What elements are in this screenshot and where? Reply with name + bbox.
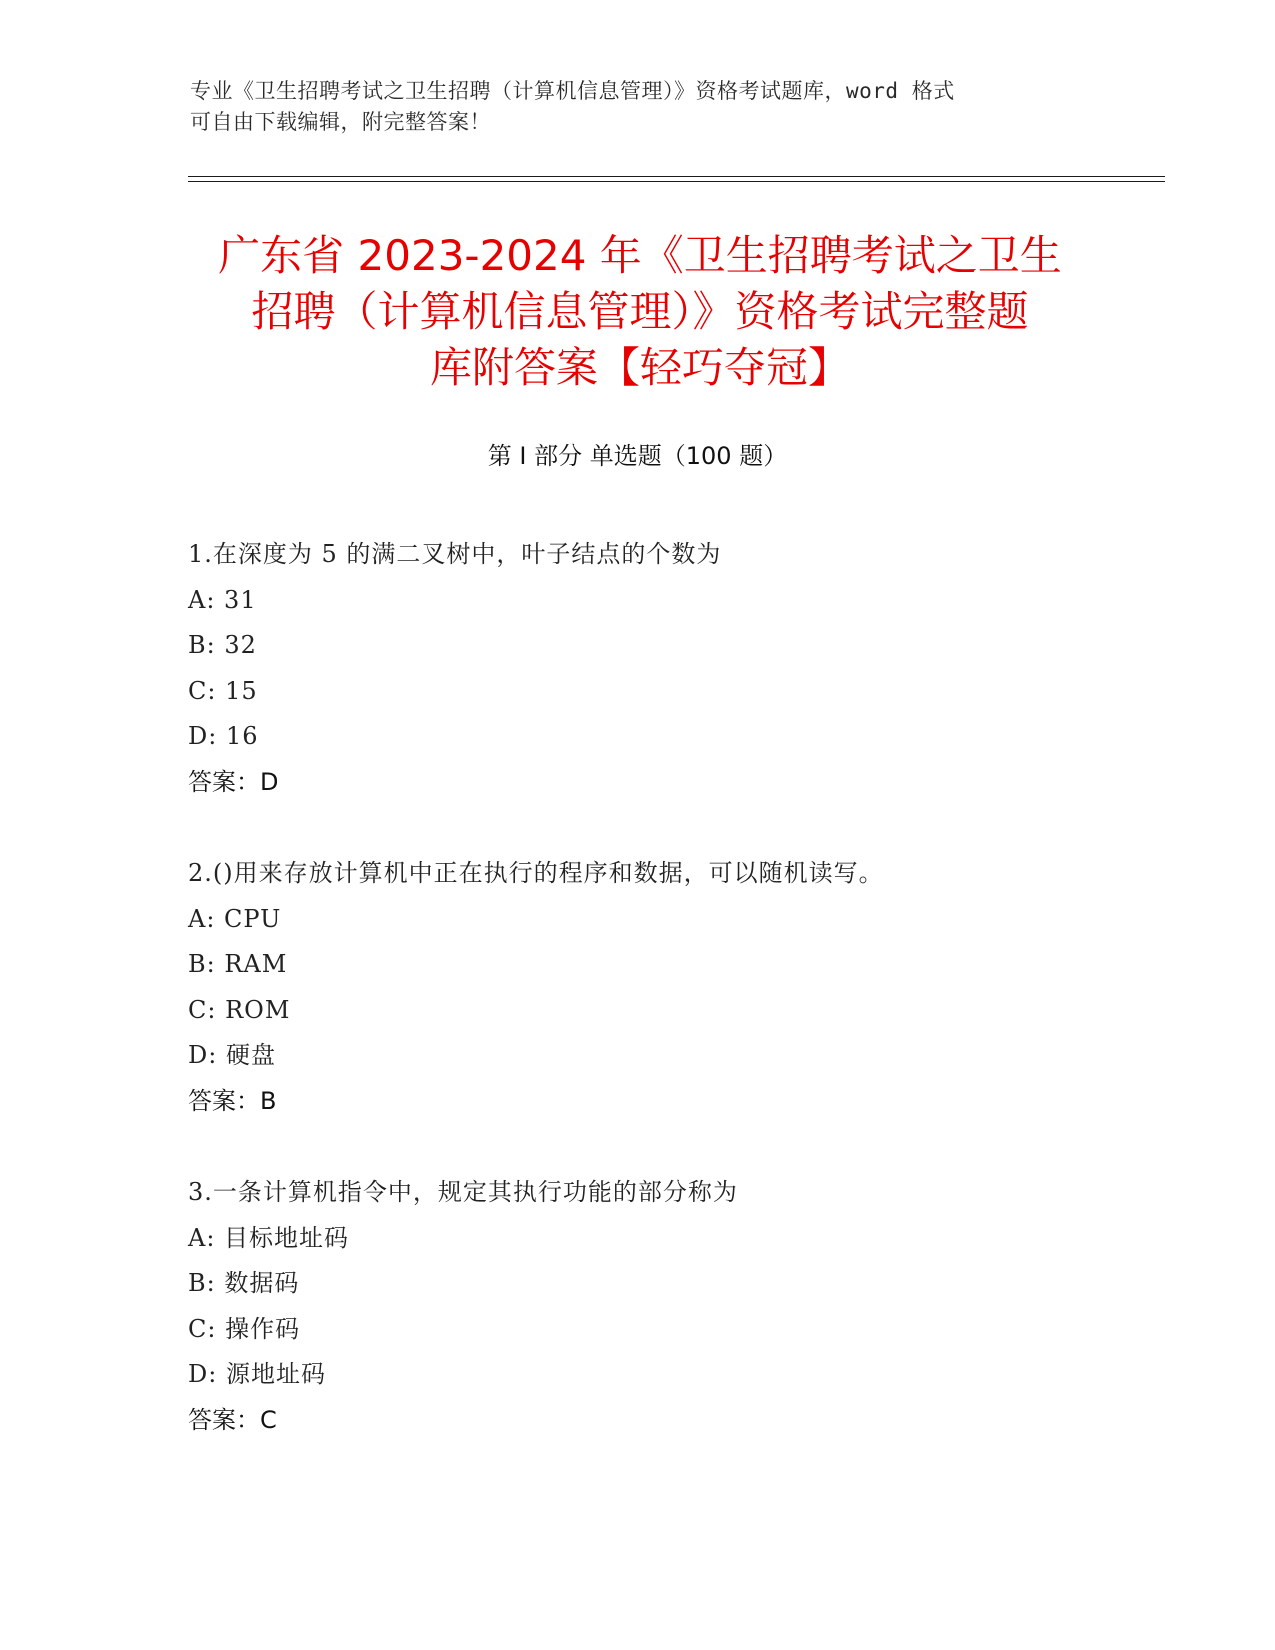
question-stem: 1.在深度为 5 的满二叉树中，叶子结点的个数为	[188, 540, 722, 568]
section-heading: 第 I 部分 单选题（100 题）	[487, 442, 788, 470]
answer: 答案：D	[188, 767, 279, 796]
option-b: B: RAM	[188, 950, 288, 978]
question-list	[188, 532, 1168, 1443]
question-1	[188, 532, 1168, 805]
question-spacer	[188, 805, 1168, 851]
question-2	[188, 851, 1168, 1124]
document-title	[200, 228, 1080, 396]
option-c: C: 15	[188, 676, 258, 705]
answer: 答案：B	[188, 1086, 277, 1115]
question-spacer	[188, 1124, 1168, 1170]
header-divider-bottom	[188, 181, 1165, 182]
header-note	[190, 76, 1090, 138]
option-a: A: 目标地址码	[188, 1223, 350, 1252]
option-a: A: 31	[188, 585, 257, 614]
title-line-2: 招聘（计算机信息管理）》资格考试完整题	[251, 287, 1029, 336]
title-line-3: 库附答案【轻巧夺冠】	[429, 343, 850, 392]
option-b: B: 数据码	[188, 1269, 300, 1297]
option-c: C: ROM	[188, 995, 291, 1024]
question-3	[188, 1170, 1168, 1443]
option-b: B: 32	[188, 631, 257, 659]
header-note-line-1: 专业《卫生招聘考试之卫生招聘（计算机信息管理）》资格考试题库，word 格式	[190, 79, 955, 103]
header-divider-top	[188, 176, 1165, 177]
option-d: D: 源地址码	[188, 1360, 326, 1388]
option-d: D: 16	[188, 722, 259, 750]
title-line-1: 广东省 2023-2024 年《卫生招聘考试之卫生	[218, 231, 1062, 280]
option-a: A: CPU	[188, 904, 282, 933]
header-note-line-2: 可自由下载编辑，附完整答案！	[190, 110, 491, 134]
question-stem: 3.一条计算机指令中，规定其执行功能的部分称为	[188, 1178, 738, 1206]
option-d: D: 硬盘	[188, 1041, 276, 1069]
question-stem: 2.()用来存放计算机中正在执行的程序和数据，可以随机读写。	[188, 859, 884, 887]
option-c: C: 操作码	[188, 1314, 301, 1343]
answer: 答案：C	[188, 1405, 277, 1434]
